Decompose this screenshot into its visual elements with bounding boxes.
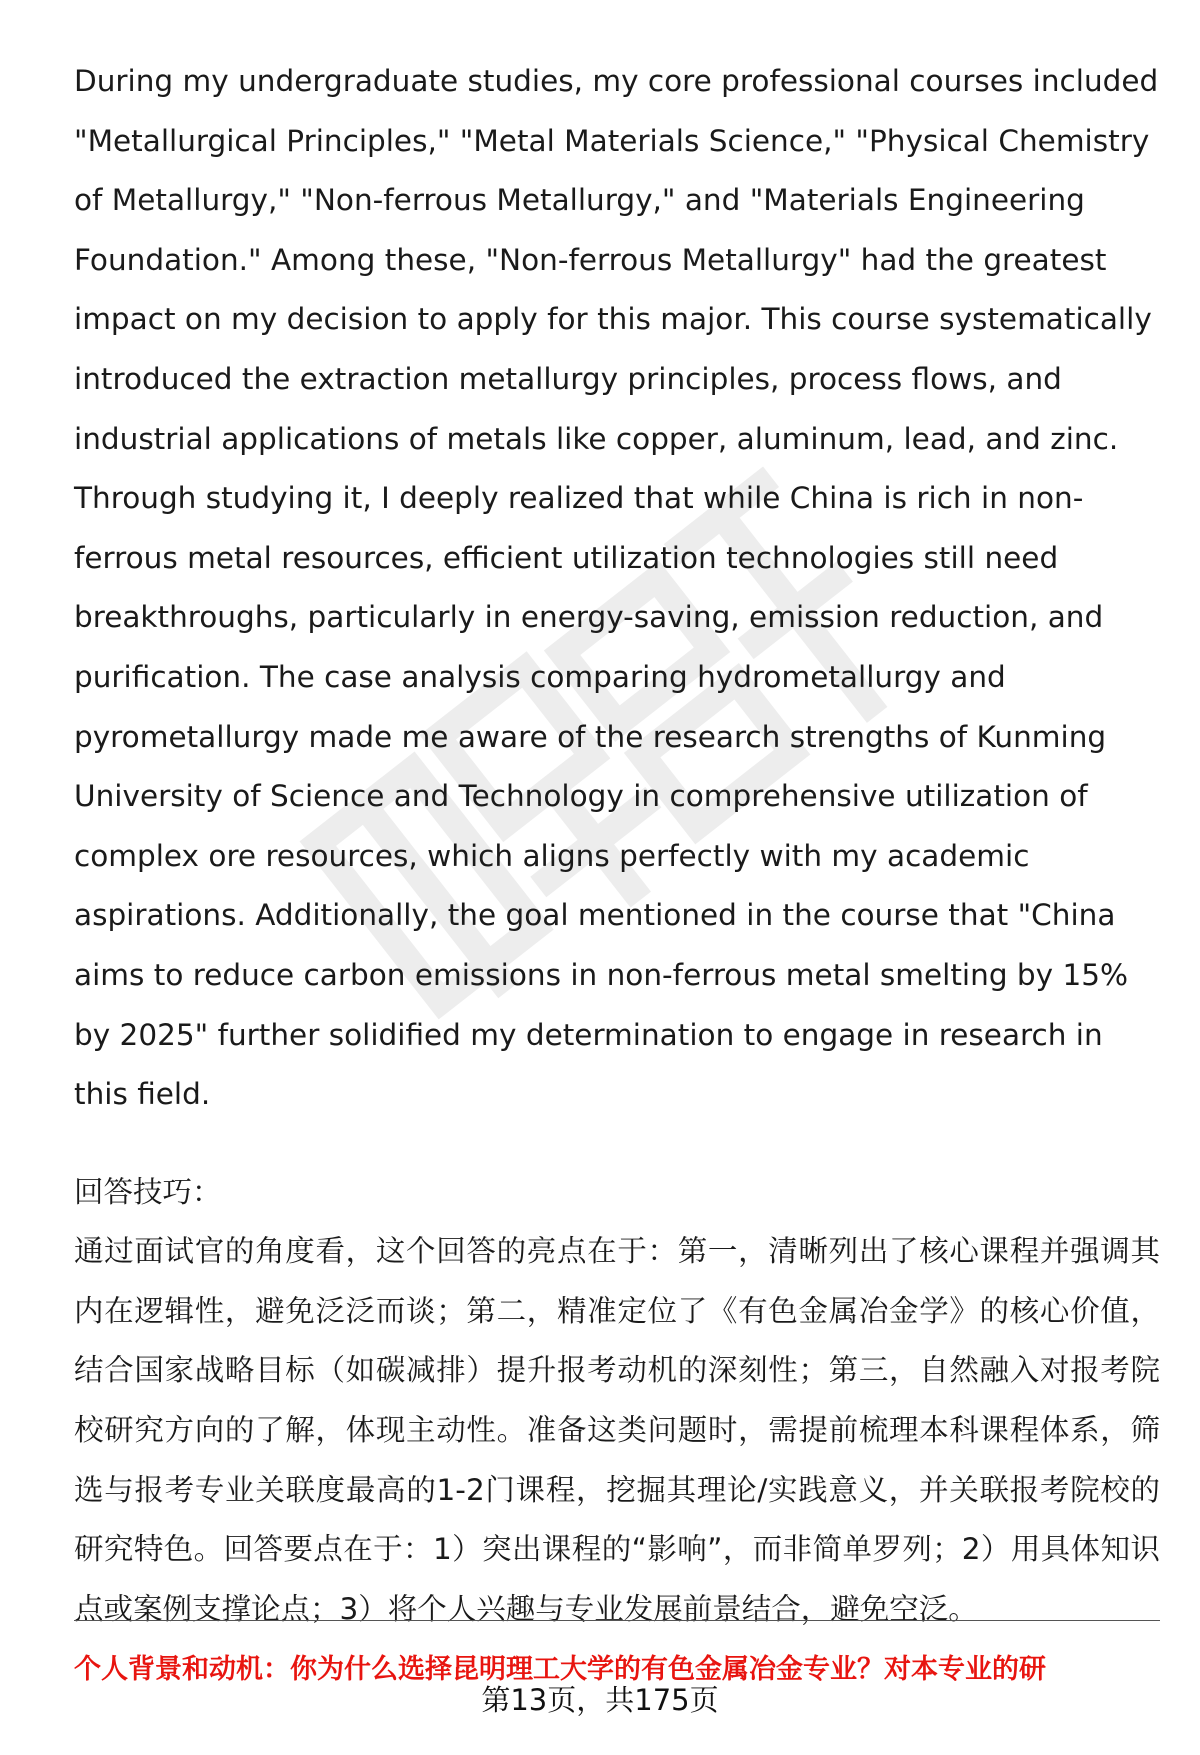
section-divider [74,1620,1160,1621]
page-content [74,52,1160,1639]
tips-paragraph: 通过面试官的角度看，这个回答的亮点在于：第一，清晰列出了核心课程并强调其内在逻辑性，避免泛泛而谈；第二，精准定位了《有色金属冶金学》的核心价值，结合国家战略目标（如碳减排）提升报考动机的深刻性；第三，自然融入对报考院校研究方向的了解，体现主动性。准备这类问题时，需提前梳理本科课程体系，筛选与报考专业关联度最高的1-2门课程，挖掘其理论/实践意义，并关联报考院校的研究特色。回答要点在于：1）突出课程的“影响”，而非简单罗列；2）用具体知识点或案例支撑论点；3）将个人兴趣与专业发展前景结合，避免空泛。 [74,1234,1160,1626]
answer-paragraph: During my undergraduate studies, my core professional courses included "Metallurgical Principles," "Metal Materials Science," "Physical Chemistry of Metallurgy," "Non-ferrous Metallurgy," and "Materials Engineering Foundation." Among these, "Non-ferrous Metallurgy" had the greatest impact on my decision to apply for this major. This course systematically introduced the extraction metallurgy principles, process flows, and industrial applications of metals like copper, aluminum, lead, and zinc. Through studying it, I deeply realized that while China is rich in non-ferrous metal resources, efficient utilization technologies still need breakthroughs, particularly in energy-saving, emission reduction, and purification. The case analysis comparing hydrometallurgy and pyrometallurgy made me aware of the research strengths of Kunming University of Science and Technology in comprehensive utilization of complex ore resources, which aligns perfectly with my academic aspirations. Additionally, the goal mentioned in the course that "China aims to reduce carbon emissions in non-ferrous metal smelting by 15% by 2025" further solidified my determination to engage in research in this field. [74,64,1159,1112]
next-question-heading: 个人背景和动机：你为什么选择昆明理工大学的有色金属冶金专业？对本专业的研 [74,1654,1046,1685]
tips-label: 回答技巧： [74,1174,222,1209]
page-number: 第13页，共175页 [481,1683,719,1717]
